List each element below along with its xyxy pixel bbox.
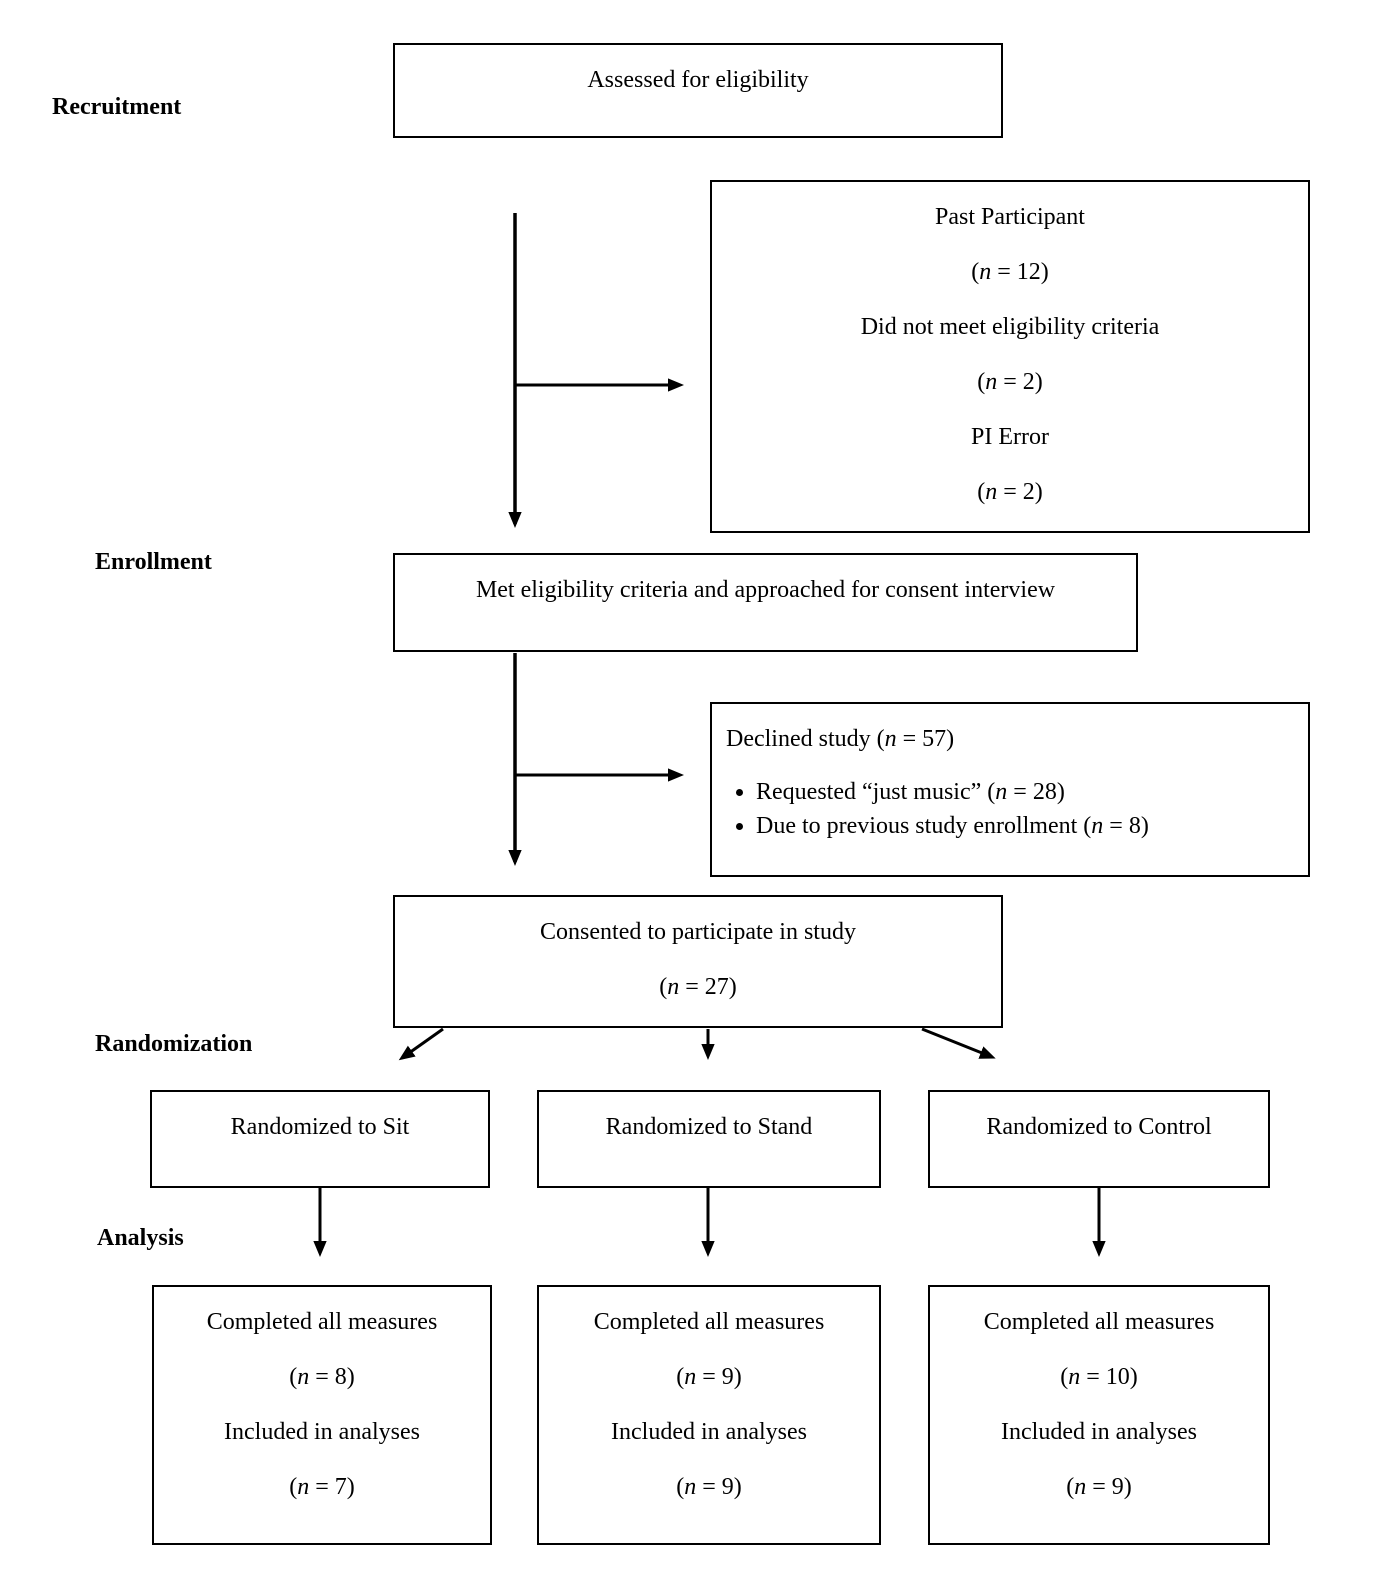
exclusion-count: (n = 2)	[977, 369, 1043, 395]
analysis-line: Included in analyses	[224, 1419, 420, 1445]
stage-label-enrollment: Enrollment	[95, 549, 212, 575]
box-analysis-control	[928, 1285, 1270, 1545]
analysis-line: Completed all measures	[593, 1309, 825, 1335]
analysis-count: (n = 9)	[676, 1474, 742, 1500]
randomized-control-text: Randomized to Control	[986, 1114, 1212, 1140]
consented-text: Consented to participate in study	[540, 919, 856, 945]
exclusion-count: (n = 12)	[971, 259, 1049, 285]
box-randomized-control	[928, 1090, 1270, 1188]
box-randomized-sit	[150, 1090, 490, 1188]
box-exclusions	[710, 180, 1310, 533]
analysis-count: (n = 9)	[676, 1364, 742, 1390]
stage-label-analysis: Analysis	[97, 1225, 184, 1251]
box-declined-study	[710, 702, 1310, 877]
box-consented	[393, 895, 1003, 1028]
analysis-line: Included in analyses	[611, 1419, 807, 1445]
box-analysis-stand	[537, 1285, 881, 1545]
stage-label-randomization: Randomization	[95, 1031, 253, 1057]
met-eligibility-text: Met eligibility criteria and approached for consent interview	[475, 577, 1056, 603]
box-analysis-sit	[152, 1285, 492, 1545]
exclusion-count: (n = 2)	[977, 479, 1043, 505]
declined-reason-item: • Due to previous study enrollment (n = 8)	[756, 809, 1300, 843]
randomized-stand-text: Randomized to Stand	[605, 1114, 813, 1140]
arrow-consented-to-sit	[402, 1029, 443, 1058]
analysis-count: (n = 8)	[289, 1364, 355, 1390]
analysis-line: Completed all measures	[206, 1309, 438, 1335]
declined-title: Declined study (n = 57)	[726, 726, 955, 752]
box-randomized-stand	[537, 1090, 881, 1188]
arrow-consented-to-control	[922, 1029, 992, 1057]
declined-reason-item: • Requested “just music” (n = 28)	[756, 775, 1300, 809]
declined-reasons-list	[726, 775, 1300, 843]
consented-count: (n = 27)	[659, 974, 737, 1000]
analysis-count: (n = 9)	[1066, 1474, 1132, 1500]
analysis-count: (n = 7)	[289, 1474, 355, 1500]
randomized-sit-text: Randomized to Sit	[230, 1114, 410, 1140]
exclusion-line: PI Error	[971, 424, 1049, 450]
analysis-line: Included in analyses	[1001, 1419, 1197, 1445]
exclusion-line: Did not meet eligibility criteria	[860, 314, 1160, 340]
stage-label-recruitment: Recruitment	[52, 94, 182, 120]
assessed-text: Assessed for eligibility	[587, 67, 809, 93]
box-assessed-for-eligibility	[393, 43, 1003, 138]
analysis-count: (n = 10)	[1060, 1364, 1138, 1390]
box-met-eligibility	[393, 553, 1138, 652]
exclusion-line: Past Participant	[935, 204, 1085, 230]
analysis-line: Completed all measures	[983, 1309, 1215, 1335]
